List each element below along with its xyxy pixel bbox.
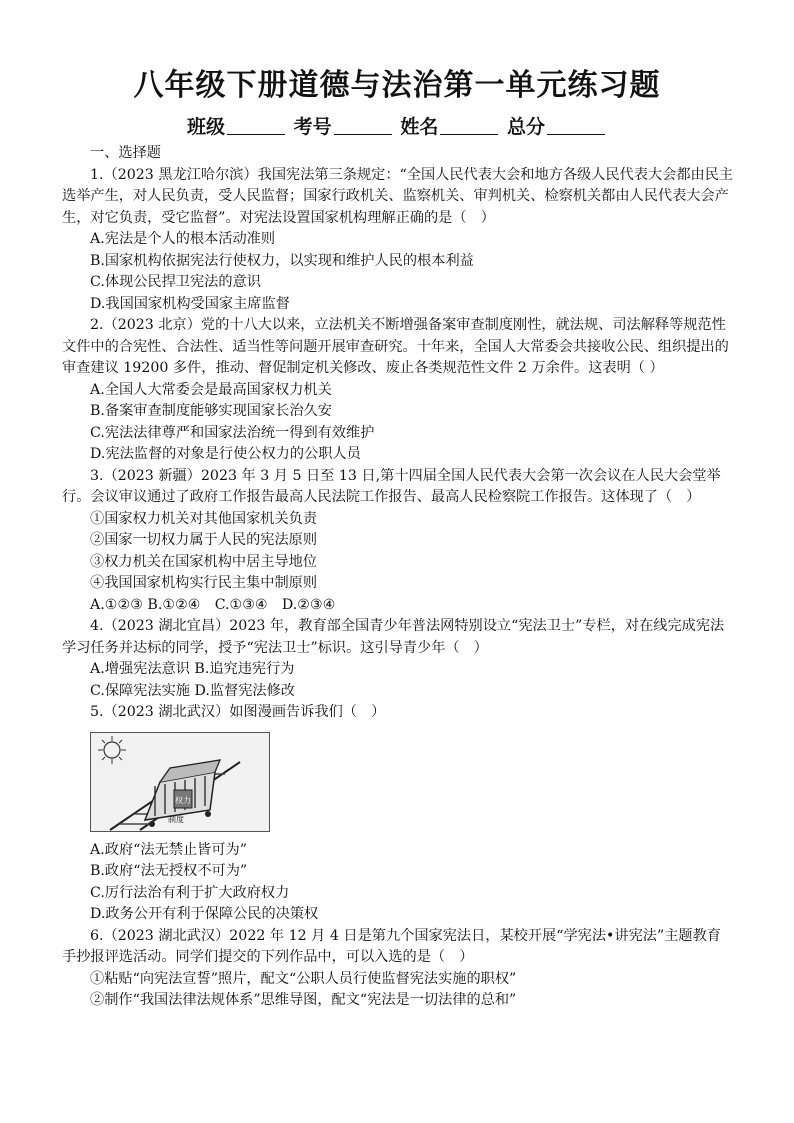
option: D.我国国家机构受国家主席监督	[90, 295, 290, 312]
option: A.全国人大常委会是最高国家权力机关	[90, 381, 332, 398]
question-stem: 5.（2023 湖北武汉）如图漫画告诉我们（ ）	[90, 704, 386, 720]
section-heading: 一、选择题	[90, 145, 161, 161]
option: C.宪法法律尊严和国家法治统一得到有效维护	[90, 424, 375, 441]
student-info-line	[0, 112, 794, 139]
question-stem: 1.（2023 黑龙江哈尔滨）我国宪法第三条规定：“全国人民代表大会和地方各级人民代表大会都由民主选举产生，对人民负责，受人民监督；国家行政机关、监察机关、审判机关、检察机关都由人民代表大会产生，对它负责，受它监督”。对宪法设置国家机构理解正确的是（ ）	[62, 166, 734, 226]
option: A.①②③ B.①②④ C.①③④ D.②③④	[90, 596, 336, 613]
option: D.政务公开有利于保障公民的决策权	[90, 906, 319, 922]
power-label: 权力	[175, 795, 191, 805]
name-blank[interactable]	[440, 116, 498, 135]
score-blank[interactable]	[547, 116, 605, 135]
question-list	[62, 143, 734, 1012]
name-label: 姓名	[400, 116, 439, 138]
number-label: 考号	[293, 116, 332, 138]
question-stem: 4.（2023 湖北宜昌）2023 年，教育部全国青少年普法网特别设立“宪法卫士”专栏，对在线完成宪法学习任务并达标的同学，授予“宪法卫士”标识。这引导青少年（ ）	[62, 618, 725, 656]
page-title: 八年级下册道德与法治第一单元练习题	[133, 68, 661, 103]
option: A.增强宪法意识 B.追究违宪行为	[90, 661, 295, 677]
option: ②制作“我国法律法规体系”思维导图，配文“宪法是一切法律的总和”	[90, 992, 517, 1008]
option: ①国家权力机关对其他国家机关负责	[90, 510, 318, 527]
question-stem: 3.（2023 新疆）2023 年 3 月 5 日至 13 日,第十四届全国人民代表大会第一次会议在人民大会堂举行。会议审议通过了政府工作报告最高人民法院工作报告、最高人民检察院工作报告。这体现了（ ）	[62, 467, 721, 505]
score-label: 总分	[506, 116, 545, 138]
option: C.体现公民捍卫宪法的意识	[90, 274, 261, 290]
option: B.政府“法无授权不可为”	[90, 863, 248, 879]
option: ①粘贴“向宪法宣誓”照片，配文“公职人员行使监督宪法实施的职权”	[90, 970, 517, 987]
number-blank[interactable]	[334, 116, 392, 135]
option: A.政府“法无禁止皆可为”	[90, 841, 247, 858]
question-stem: 2.（2023 北京）党的十八大以来，立法机关不断增强备案审查制度刚性，就法规、司法解释等规范性文件中的合宪性、合法性、适当性等问题开展审查研究。十年来，全国人大常委会共接收公民、组织提出的审查建议 19200 多件，推动、督促制定机关修改、废止各类规范性文件 2 万余件。这表明（ ）	[62, 317, 729, 376]
option: C.厉行法治有利于扩大政府权力	[90, 884, 290, 901]
option: C.保障宪法实施 D.监督宪法修改	[90, 682, 295, 699]
option: ③权力机关在国家机构中居主导地位	[90, 553, 318, 570]
option: D.宪法监督的对象是行使公权力的公职人员	[90, 446, 361, 462]
class-blank[interactable]	[227, 116, 285, 135]
option: ④我国国家机构实行民主集中制原则	[90, 575, 318, 591]
option: ②国家一切权力属于人民的宪法原则	[90, 532, 318, 548]
option: B.备案审查制度能够实现国家长治久安	[90, 403, 332, 419]
cage-label: 制度	[168, 814, 184, 824]
class-label: 班级	[187, 116, 226, 138]
question-stem: 6.（2023 湖北武汉）2022 年 12 月 4 日是第九个国家宪法日，某校开展“学宪法•讲宪法”主题教育手抄报评选活动。同学们提交的下列作品中，可以入选的是（ ）	[62, 927, 721, 965]
option: B.国家机构依据宪法行使权力，以实现和维护人民的根本利益	[90, 252, 474, 269]
option: A.宪法是个人的根本活动准则	[90, 231, 276, 247]
cartoon-image	[90, 732, 270, 832]
